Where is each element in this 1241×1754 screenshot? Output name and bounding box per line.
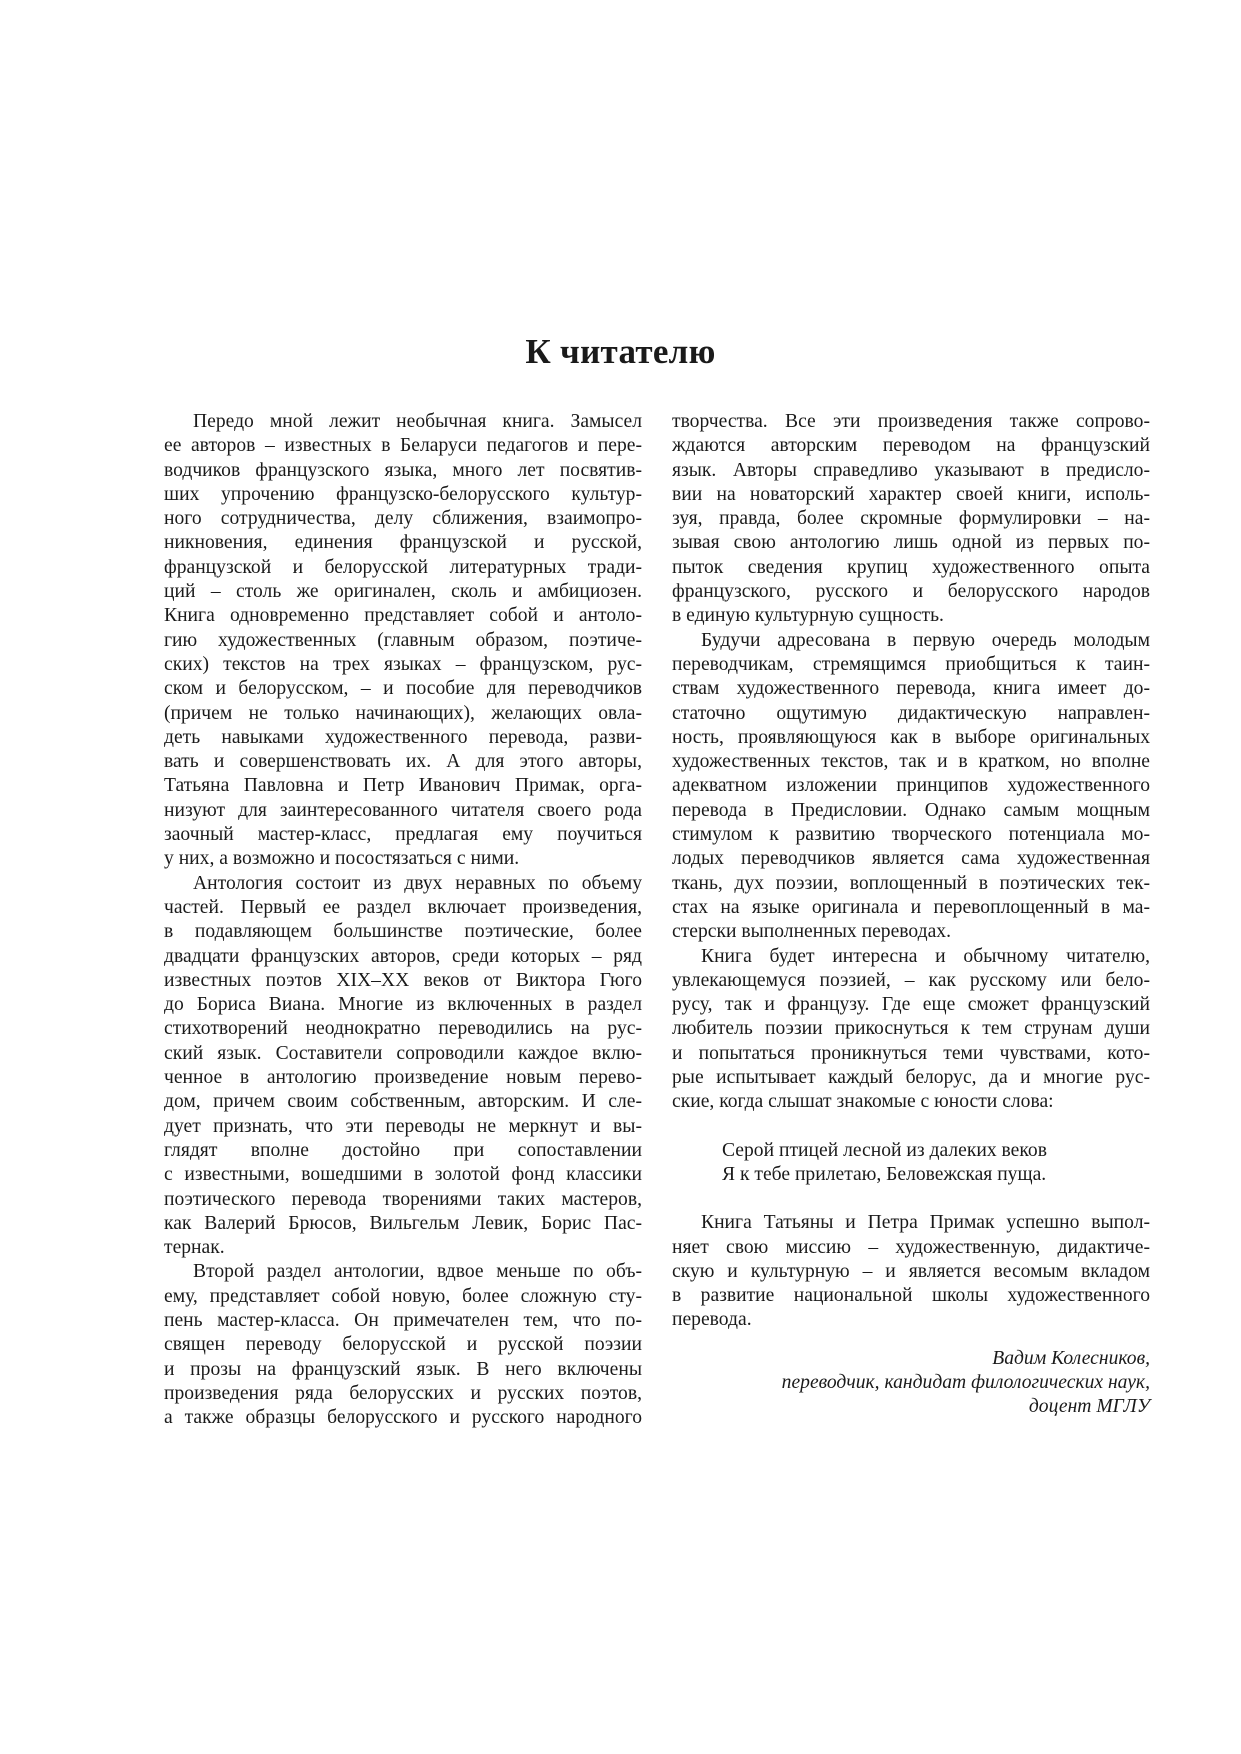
text-line: Антология состоит из двух неравных по объему	[193, 872, 642, 894]
text-line: в единую культурную сущность.	[672, 605, 944, 627]
text-line: художественных текстов, так и в кратком, но вполне	[672, 751, 1150, 773]
text-line: ские, когда слышат знакомые с юности слова:	[672, 1091, 1054, 1113]
verse-quote	[672, 1139, 1150, 1188]
text-line: Передо мной лежит необычная книга. Замысел	[193, 411, 642, 432]
text-line: Будучи адресована в первую очередь молодым	[701, 629, 1150, 651]
text-line: частей. Первый ее раздел включает произведения,	[164, 896, 642, 918]
text-line: ее авторов – известных в Беларуси педагогов и пере-	[164, 435, 642, 457]
closing-paragraph	[672, 1211, 1150, 1332]
text-line: и прозы на французский язык. В него включены	[164, 1358, 642, 1380]
text-line: деть навыками художественного перевода, разви-	[164, 726, 642, 748]
text-line: ском и белорусском, – и пособие для переводчиков	[164, 678, 642, 700]
text-line: вии на новаторский характер своей книги, исполь-	[672, 483, 1150, 505]
text-line: известных поэтов XIX–XX веков от Виктора Гюго	[164, 969, 642, 991]
right-column-text	[672, 410, 1150, 1115]
text-line: вать и совершенствовать их. А для этого авторы,	[164, 751, 642, 773]
text-line: зывая свою антологию лишь одной из первых по-	[672, 532, 1150, 554]
text-line: ских) текстов на трех языках – французском, рус-	[164, 653, 642, 675]
text-line: поэтического перевода творениями таких мастеров,	[164, 1188, 642, 1210]
page-title: К читателю	[525, 332, 716, 371]
text-line: гию художественных (главным образом, поэтиче-	[164, 629, 642, 651]
signature-position: доцент МГЛУ	[1028, 1396, 1150, 1418]
text-line: водчиков французского языка, много лет посвятив-	[164, 459, 642, 481]
text-line: с известными, вошедшими в золотой фонд классики	[164, 1164, 642, 1186]
text-line: пыток сведения крупиц художественного опыта	[672, 556, 1150, 578]
text-line: дует признать, что эти переводы не меркнут и вы-	[164, 1115, 642, 1137]
text-line: низуют для заинтересованного читателя своего рода	[164, 799, 642, 821]
text-line: язык. Авторы справедливо указывают в предисло-	[672, 459, 1150, 481]
text-line: адекватном изложении принципов художественного	[672, 775, 1150, 797]
text-line: русу, так и французу. Где еще сможет французский	[672, 994, 1150, 1016]
text-line: Книга одновременно представляет собой и антоло-	[164, 605, 642, 627]
text-line: и попытаться проникнуться теми чувствами, кото-	[672, 1042, 1150, 1064]
text-line: увлекающемуся поэзией, – как русскому или бело-	[672, 969, 1150, 991]
verse-line: Я к тебе прилетаю, Беловежская пуща.	[722, 1163, 1047, 1185]
text-line: французской и белорусской литературных тради-	[164, 556, 642, 578]
text-line: переводчикам, стремящимся приобщиться к таин-	[672, 653, 1150, 675]
text-line: ждаются авторским переводом на французский	[672, 435, 1150, 457]
text-line: ткань, дух поэзии, воплощенный в поэтических тек-	[672, 872, 1150, 894]
text-line: любитель поэзии прикоснуться к тем струнам души	[672, 1018, 1150, 1040]
text-line: перевода.	[672, 1309, 752, 1331]
text-line: ему, представляет собой новую, более сложную сту-	[164, 1285, 642, 1307]
text-line: стах на языке оригинала и перевоплощенный в ма-	[672, 896, 1150, 918]
text-line: статочно ощутимую дидактическую направлен-	[672, 702, 1150, 724]
text-line: ций – столь же оригинален, сколь и амбициозен.	[164, 581, 642, 603]
text-line: Второй раздел антологии, вдвое меньше по объ-	[193, 1261, 642, 1283]
text-line: зуя, правда, более скромные формулировки – на-	[672, 508, 1150, 530]
text-line: в подавляющем большинстве поэтические, более	[164, 921, 642, 943]
text-line: лодых переводчиков является сама художественная	[672, 848, 1150, 870]
text-line: тернак.	[164, 1237, 225, 1259]
text-line: рые испытывает каждый белорус, да и многие рус-	[672, 1067, 1150, 1089]
text-line: до Бориса Виана. Многие из включенных в раздел	[164, 994, 642, 1016]
text-line: французского, русского и белорусского народов	[672, 581, 1150, 603]
text-line: ного сотрудничества, делу сближения, взаимопро-	[164, 508, 642, 530]
text-line: ский язык. Составители сопроводили каждое вклю-	[164, 1042, 642, 1064]
right-column	[672, 410, 1150, 1420]
signature	[672, 1347, 1150, 1420]
signature-name: Вадим Колесников,	[992, 1347, 1150, 1369]
text-line: дом, причем своим собственным, авторским. И сле-	[164, 1091, 642, 1113]
text-line: пень мастер-класса. Он примечателен тем, что по-	[164, 1309, 642, 1331]
text-line: как Валерий Брюсов, Вильгельм Левик, Борис Пас-	[164, 1212, 642, 1234]
text-line: у них, а возможно и посостязаться с ними.	[164, 848, 520, 870]
text-line: ность, проявляющуюся как в выборе оригинальных	[672, 726, 1150, 748]
text-line: перевода в Предисловии. Однако самым мощным	[672, 799, 1150, 821]
text-line: а также образцы белорусского и русского народного	[164, 1407, 642, 1429]
verse-line: Серой птицей лесной из далеких веков	[722, 1139, 1047, 1161]
text-line: в развитие национальной школы художественного	[672, 1285, 1150, 1307]
text-line: стерски выполненных переводах.	[672, 921, 951, 943]
text-line: ших упрочению французско-белорусского культур-	[164, 483, 642, 505]
text-line: ствам художественного перевода, книга имеет до-	[672, 678, 1150, 700]
text-line: глядят вполне достойно при сопоставлении	[164, 1139, 642, 1161]
text-line: Книга будет интересна и обычному читателю,	[701, 945, 1150, 967]
text-line: ченное в антологию произведение новым перево-	[164, 1067, 642, 1089]
text-line: творчества. Все эти произведения также сопрово-	[672, 411, 1150, 432]
text-line: двадцати французских авторов, среди которых – ряд	[164, 945, 642, 967]
text-line: стихотворений неоднократно переводились на рус-	[164, 1018, 642, 1040]
text-line: няет свою миссию – художественную, дидактиче-	[672, 1236, 1150, 1258]
text-line: стимулом к развитию творческого потенциала мо-	[672, 824, 1150, 846]
text-line: Книга Татьяны и Петра Примак успешно выпол-	[701, 1212, 1150, 1234]
text-line: заочный мастер-класс, предлагая ему поучиться	[164, 824, 642, 846]
left-column	[164, 410, 642, 1430]
text-line: (причем не только начинающих), желающих овла-	[164, 702, 642, 724]
signature-role: переводчик, кандидат филологических наук,	[781, 1371, 1150, 1393]
text-line: священ переводу белорусской и русской поэзии	[164, 1334, 642, 1356]
text-line: скую и культурную – и является весомым вкладом	[672, 1260, 1150, 1282]
text-line: произведения ряда белорусских и русских поэтов,	[164, 1382, 642, 1404]
text-line: никновения, единения французской и русской,	[164, 532, 642, 554]
text-line: Татьяна Павловна и Петр Иванович Примак, орга-	[164, 775, 642, 797]
